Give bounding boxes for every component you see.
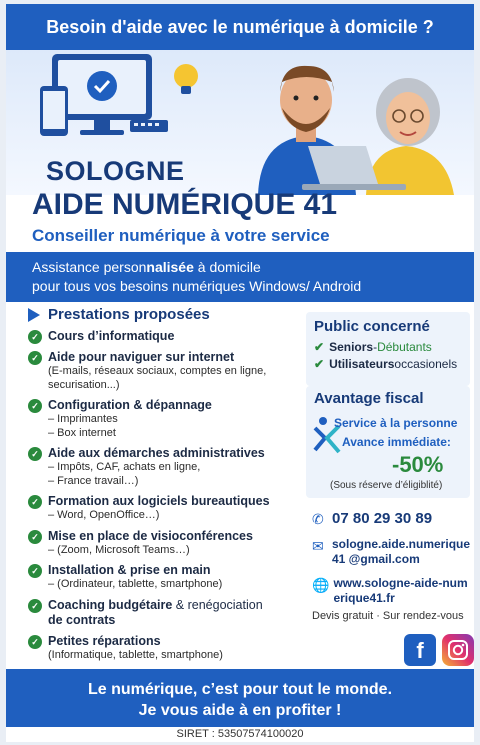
keyboard-icon	[130, 120, 168, 132]
assistance-line-1: Assistance personnalisée à domicile	[32, 259, 261, 275]
social-icons	[404, 634, 474, 666]
service-item: ✓ Aide pour naviguer sur internet (E-mails, réseaux sociaux, comptes en ligne, securisation...)	[28, 350, 298, 392]
website-link[interactable]: www.sologne-aide-numerique41.fr	[333, 576, 468, 605]
contact-section	[312, 510, 474, 615]
check-circle-icon: ✓	[28, 564, 42, 578]
check-circle-icon: ✓	[28, 599, 42, 613]
devis-note: Devis gratuit · Sur rendez-vous	[312, 610, 464, 622]
footer-line-1: Le numérique, c’est pour tout le monde.	[87, 681, 393, 698]
tagline: Conseiller numérique à votre service	[32, 226, 330, 245]
siret: SIRET : 53507574100020	[176, 728, 304, 740]
lightbulb-icon	[174, 64, 198, 94]
service-item: ✓ Formation aux logiciels bureautiques – Word, OpenOffice…)	[28, 494, 298, 523]
fiscal-box	[306, 386, 470, 498]
contact-phone-row[interactable]	[312, 510, 474, 528]
service-item: ✓ Installation & prise en main – (Ordinateur, tablette, smartphone)	[28, 563, 298, 592]
smartphone-icon	[40, 86, 68, 136]
service-item: ✓ Petites réparations (Informatique, tablette, smartphone)	[28, 634, 298, 663]
woman-illustration	[366, 78, 454, 195]
phone-number[interactable]: 07 80 29 30 89	[332, 510, 433, 527]
check-circle-icon: ✓	[28, 530, 42, 544]
contact-website-row[interactable]	[312, 576, 474, 606]
play-arrow-icon	[28, 308, 40, 322]
avance-label: Avance immédiate:	[342, 435, 451, 449]
check-icon: ✔	[314, 357, 325, 371]
services-section	[28, 306, 298, 668]
service-item: ✓ Configuration & dépannage – Imprimantes – Box internet	[28, 398, 298, 440]
check-circle-icon: ✓	[28, 399, 42, 413]
brand-line-2: AIDE NUMÉRIQUE 41	[32, 188, 338, 221]
assistance-line-2: pour tous vos besoins numériques Windows/ Android	[32, 278, 362, 294]
globe-icon: 🌐	[312, 577, 330, 593]
assistance-band	[6, 252, 474, 302]
public-box	[306, 312, 470, 386]
public-title: Public concerné	[314, 318, 430, 335]
public-row-users: ✔ Utilisateurs occasionels	[314, 357, 458, 371]
flyer	[6, 4, 474, 742]
email-address[interactable]: sologne.aide.numerique41 @gmail.com	[332, 537, 471, 566]
check-circle-icon: ✓	[28, 635, 42, 649]
services-title: Prestations proposées	[28, 306, 298, 323]
banner-title: Besoin d'aide avec le numérique à domicile ?	[46, 16, 434, 37]
check-circle-icon: ✓	[28, 495, 42, 509]
check-circle-icon: ✓	[28, 330, 42, 344]
brand-line-1: SOLOGNE	[46, 156, 185, 186]
footer-line-2: Je vous aide à en profiter !	[138, 702, 342, 719]
facebook-icon[interactable]: f	[404, 634, 436, 666]
instagram-icon[interactable]	[442, 634, 474, 666]
service-item: ✓ Mise en place de visioconférences – (Zoom, Microsoft Teams…)	[28, 529, 298, 558]
service-item: ✓ Aide aux démarches administratives – Impôts, CAF, achats en ligne, – France travail…)	[28, 446, 298, 488]
reserve-note: (Sous réserve d’éligiblité)	[330, 480, 443, 491]
phone-icon: ✆	[312, 511, 324, 527]
service-item: ✓ Coaching budgétaire & renégociation de contrats	[28, 598, 298, 628]
discount-percent: -50%	[392, 452, 444, 477]
service-item: ✓ Cours d’informatique	[28, 329, 298, 344]
contact-email-row[interactable]	[312, 537, 474, 567]
service-label: Service à la personne	[334, 416, 458, 430]
check-icon: ✔	[314, 340, 325, 354]
bottom-band	[6, 669, 474, 727]
mail-icon: ✉	[312, 538, 324, 554]
check-circle-icon: ✓	[28, 447, 42, 461]
top-banner	[6, 4, 474, 50]
fiscal-title: Avantage fiscal	[314, 390, 424, 407]
check-circle-icon: ✓	[28, 351, 42, 365]
public-row-seniors: ✔ Seniors - Débutants	[314, 340, 432, 354]
